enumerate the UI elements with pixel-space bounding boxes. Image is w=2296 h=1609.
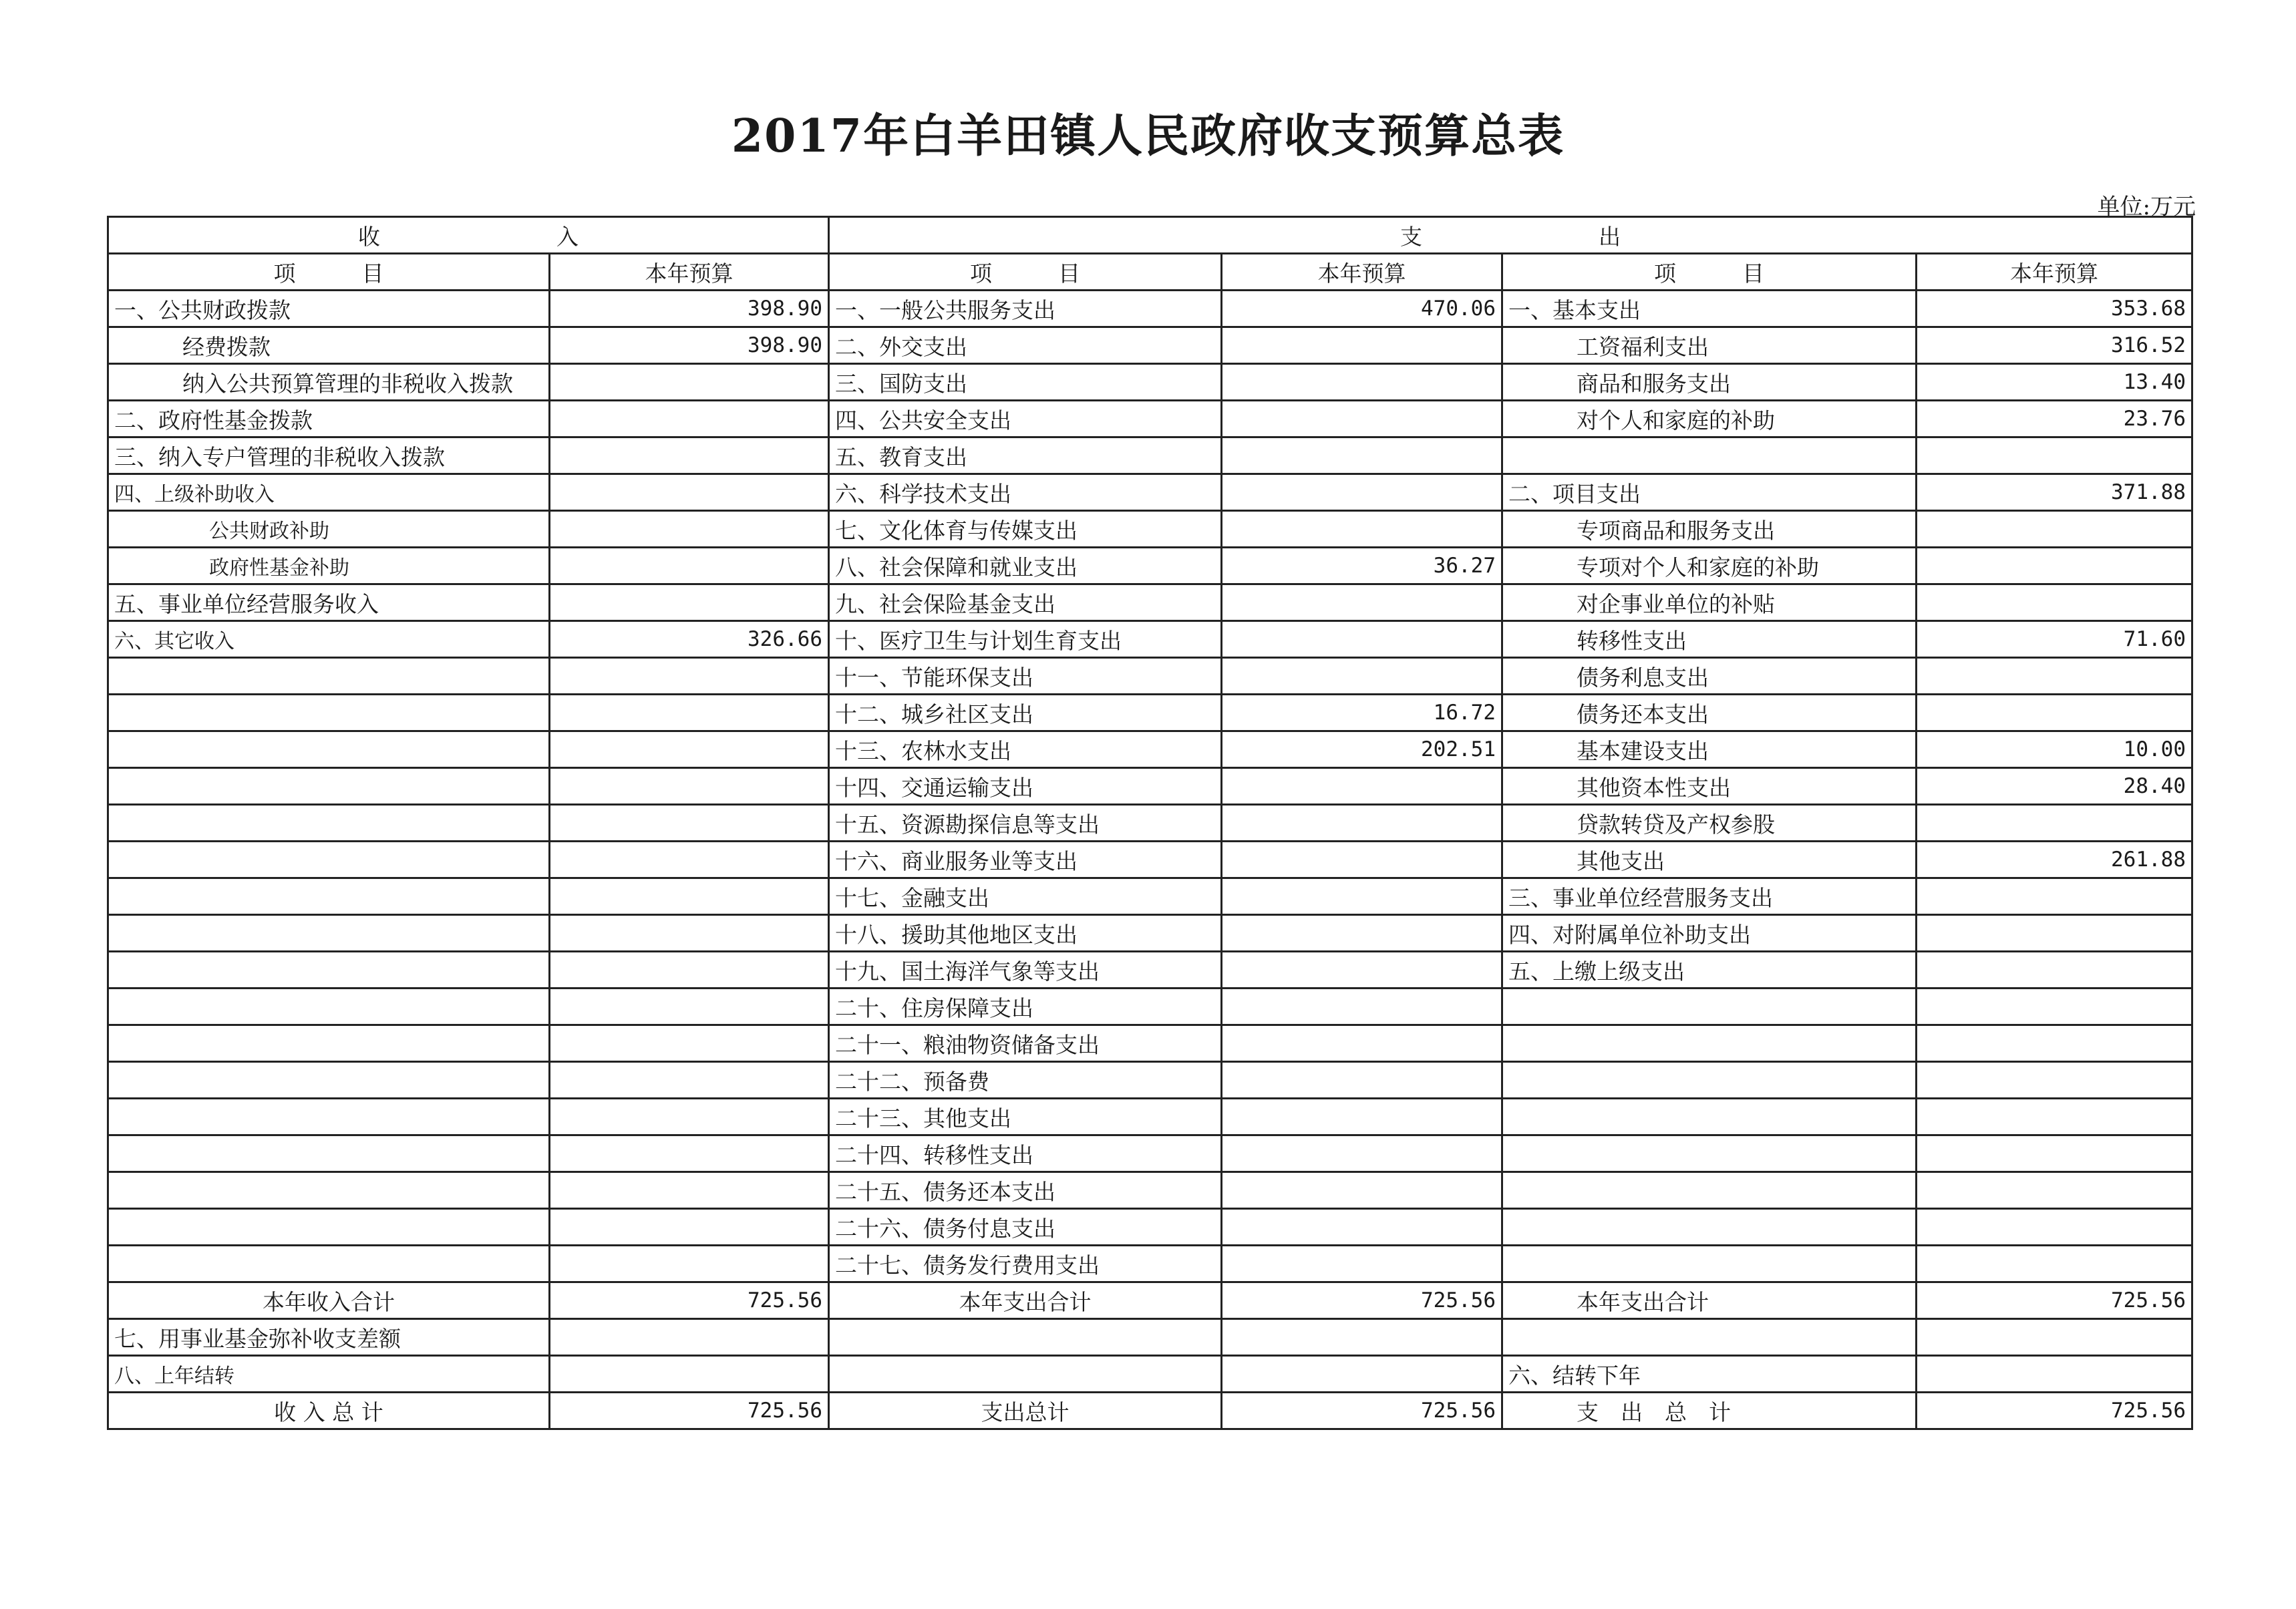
function-value-cell: [1222, 878, 1502, 915]
function-value-cell: [1222, 327, 1502, 364]
economic-value-cell: 71.60: [1917, 621, 2192, 658]
function-item-cell: [829, 1319, 1222, 1356]
function-value-cell: 16.72: [1222, 695, 1502, 731]
function-value-cell: 725.56: [1222, 1393, 1502, 1429]
table-row: [108, 989, 2192, 1025]
function-value-cell: [1222, 805, 1502, 842]
table-row: [108, 1282, 2192, 1319]
income-value-cell: [550, 842, 829, 878]
function-value-cell: [1222, 915, 1502, 952]
income-value-cell: [550, 695, 829, 731]
income-item-cell: [108, 989, 550, 1025]
function-item-cell: 十六、商业服务业等支出: [829, 842, 1222, 878]
function-value-cell: [1222, 1319, 1502, 1356]
table-row: [108, 327, 2192, 364]
economic-item-cell: [1502, 1209, 1917, 1246]
income-item-cell: [108, 731, 550, 768]
income-item-cell: 本年收入合计: [108, 1282, 550, 1319]
income-item-cell: 经费拨款: [108, 327, 550, 364]
economic-item-cell: [1502, 1135, 1917, 1172]
income-item-cell: [108, 1209, 550, 1246]
function-item-cell: 十八、援助其他地区支出: [829, 915, 1222, 952]
function-value-cell: [1222, 768, 1502, 805]
function-item-cell: 六、科学技术支出: [829, 474, 1222, 511]
income-value-cell: 326.66: [550, 621, 829, 658]
function-item-header: 项 目: [829, 254, 1222, 291]
function-value-cell: 470.06: [1222, 291, 1502, 327]
economic-item-cell: [1502, 1319, 1917, 1356]
economic-item-cell: 对企事业单位的补贴: [1502, 584, 1917, 621]
function-item-cell: 十二、城乡社区支出: [829, 695, 1222, 731]
economic-item-cell: [1502, 1099, 1917, 1135]
table-row: [108, 291, 2192, 327]
income-value-cell: [550, 952, 829, 989]
income-value-cell: [550, 511, 829, 548]
income-item-cell: [108, 695, 550, 731]
function-item-cell: 二十二、预备费: [829, 1062, 1222, 1099]
economic-item-cell: 其他资本性支出: [1502, 768, 1917, 805]
income-value-cell: [550, 989, 829, 1025]
function-value-cell: [1222, 1099, 1502, 1135]
table-row: [108, 731, 2192, 768]
economic-value-cell: [1917, 1172, 2192, 1209]
economic-value-cell: [1917, 915, 2192, 952]
income-item-cell: 公共财政补助: [108, 511, 550, 548]
table-row: [108, 1099, 2192, 1135]
function-item-cell: 九、社会保险基金支出: [829, 584, 1222, 621]
income-value-cell: 725.56: [550, 1282, 829, 1319]
economic-value-cell: [1917, 437, 2192, 474]
economic-item-cell: 二、项目支出: [1502, 474, 1917, 511]
income-value-cell: [550, 878, 829, 915]
income-item-cell: [108, 1135, 550, 1172]
table-row: [108, 1062, 2192, 1099]
economic-value-cell: 725.56: [1917, 1282, 2192, 1319]
table-row: [108, 1209, 2192, 1246]
table-row: [108, 474, 2192, 511]
table-row: [108, 1135, 2192, 1172]
income-value-cell: [550, 401, 829, 437]
function-value-cell: [1222, 1246, 1502, 1282]
income-item-cell: 收 入 总 计: [108, 1393, 550, 1429]
economic-value-cell: 23.76: [1917, 401, 2192, 437]
economic-item-cell: 四、对附属单位补助支出: [1502, 915, 1917, 952]
economic-item-cell: 专项商品和服务支出: [1502, 511, 1917, 548]
page-title: 2017年白羊田镇人民政府收支预算总表: [731, 110, 1565, 163]
economic-item-cell: 三、事业单位经营服务支出: [1502, 878, 1917, 915]
economic-value-cell: [1917, 805, 2192, 842]
income-value-cell: [550, 584, 829, 621]
economic-item-cell: 支 出 总 计: [1502, 1393, 1917, 1429]
function-item-cell: 二十五、债务还本支出: [829, 1172, 1222, 1209]
economic-item-cell: [1502, 989, 1917, 1025]
table-row: [108, 1025, 2192, 1062]
income-item-cell: [108, 805, 550, 842]
function-item-cell: 二、外交支出: [829, 327, 1222, 364]
function-item-cell: 十七、金融支出: [829, 878, 1222, 915]
economic-item-cell: 转移性支出: [1502, 621, 1917, 658]
table-row: [108, 548, 2192, 584]
economic-budget-header: 本年预算: [1917, 254, 2192, 291]
income-item-cell: [108, 1099, 550, 1135]
economic-value-cell: 725.56: [1917, 1393, 2192, 1429]
function-value-cell: [1222, 621, 1502, 658]
economic-value-cell: [1917, 695, 2192, 731]
income-item-cell: [108, 768, 550, 805]
function-value-cell: [1222, 1356, 1502, 1393]
economic-item-cell: 五、上缴上级支出: [1502, 952, 1917, 989]
economic-value-cell: [1917, 1246, 2192, 1282]
function-value-cell: [1222, 511, 1502, 548]
income-header: 收 入: [108, 217, 829, 254]
table-row: [108, 878, 2192, 915]
income-value-cell: [550, 1099, 829, 1135]
economic-item-header: 项 目: [1502, 254, 1917, 291]
table-row: [108, 364, 2192, 401]
function-item-cell: 本年支出合计: [829, 1282, 1222, 1319]
budget-table: [107, 216, 2193, 1430]
function-item-cell: 十一、节能环保支出: [829, 658, 1222, 695]
economic-value-cell: 371.88: [1917, 474, 2192, 511]
income-item-cell: 四、上级补助收入: [108, 474, 550, 511]
economic-item-cell: [1502, 1246, 1917, 1282]
function-value-cell: [1222, 1062, 1502, 1099]
economic-value-cell: 10.00: [1917, 731, 2192, 768]
economic-value-cell: [1917, 1356, 2192, 1393]
function-value-cell: [1222, 437, 1502, 474]
function-item-cell: 三、国防支出: [829, 364, 1222, 401]
income-value-cell: [550, 548, 829, 584]
function-item-cell: [829, 1356, 1222, 1393]
income-item-cell: 八、上年结转: [108, 1356, 550, 1393]
income-value-cell: [550, 915, 829, 952]
function-item-cell: 五、教育支出: [829, 437, 1222, 474]
economic-value-cell: 316.52: [1917, 327, 2192, 364]
function-item-cell: 二十、住房保障支出: [829, 989, 1222, 1025]
function-value-cell: [1222, 952, 1502, 989]
function-value-cell: [1222, 584, 1502, 621]
income-value-cell: [550, 364, 829, 401]
function-item-cell: 支出总计: [829, 1393, 1222, 1429]
economic-value-cell: [1917, 1135, 2192, 1172]
function-item-cell: 二十一、粮油物资储备支出: [829, 1025, 1222, 1062]
income-item-cell: 二、政府性基金拨款: [108, 401, 550, 437]
function-item-cell: 二十七、债务发行费用支出: [829, 1246, 1222, 1282]
income-value-cell: [550, 658, 829, 695]
economic-item-cell: 基本建设支出: [1502, 731, 1917, 768]
economic-value-cell: [1917, 584, 2192, 621]
function-item-cell: 二十三、其他支出: [829, 1099, 1222, 1135]
function-value-cell: [1222, 1135, 1502, 1172]
income-item-cell: [108, 1025, 550, 1062]
economic-item-cell: 商品和服务支出: [1502, 364, 1917, 401]
economic-value-cell: [1917, 952, 2192, 989]
economic-value-cell: [1917, 989, 2192, 1025]
income-value-cell: [550, 805, 829, 842]
income-budget-header: 本年预算: [550, 254, 829, 291]
function-item-cell: 四、公共安全支出: [829, 401, 1222, 437]
economic-value-cell: [1917, 1025, 2192, 1062]
income-value-cell: [550, 1356, 829, 1393]
economic-value-cell: 13.40: [1917, 364, 2192, 401]
economic-value-cell: [1917, 1209, 2192, 1246]
economic-value-cell: [1917, 878, 2192, 915]
table-row: [108, 1246, 2192, 1282]
economic-value-cell: [1917, 658, 2192, 695]
economic-item-cell: 一、基本支出: [1502, 291, 1917, 327]
income-item-cell: [108, 1172, 550, 1209]
function-item-cell: 二十六、债务付息支出: [829, 1209, 1222, 1246]
economic-item-cell: 贷款转贷及产权参股: [1502, 805, 1917, 842]
function-value-cell: 725.56: [1222, 1282, 1502, 1319]
income-item-header: 项 目: [108, 254, 550, 291]
function-item-cell: 十四、交通运输支出: [829, 768, 1222, 805]
economic-item-cell: 本年支出合计: [1502, 1282, 1917, 1319]
income-item-cell: 政府性基金补助: [108, 548, 550, 584]
income-item-cell: [108, 1246, 550, 1282]
income-item-cell: 纳入公共预算管理的非税收入拨款: [108, 364, 550, 401]
income-value-cell: [550, 731, 829, 768]
function-item-cell: 二十四、转移性支出: [829, 1135, 1222, 1172]
economic-item-cell: 债务利息支出: [1502, 658, 1917, 695]
income-value-cell: [550, 1025, 829, 1062]
economic-item-cell: [1502, 437, 1917, 474]
table-row: [108, 1172, 2192, 1209]
column-header-row: [108, 254, 2192, 291]
table-row: [108, 768, 2192, 805]
function-value-cell: 36.27: [1222, 548, 1502, 584]
income-item-cell: [108, 915, 550, 952]
table-row: [108, 695, 2192, 731]
income-value-cell: [550, 1172, 829, 1209]
economic-value-cell: 28.40: [1917, 768, 2192, 805]
function-item-cell: 十九、国土海洋气象等支出: [829, 952, 1222, 989]
table-row: [108, 1319, 2192, 1356]
economic-item-cell: 债务还本支出: [1502, 695, 1917, 731]
function-item-cell: 八、社会保障和就业支出: [829, 548, 1222, 584]
economic-value-cell: [1917, 511, 2192, 548]
economic-item-cell: 对个人和家庭的补助: [1502, 401, 1917, 437]
economic-item-cell: [1502, 1172, 1917, 1209]
table-row: [108, 401, 2192, 437]
function-item-cell: 十三、农林水支出: [829, 731, 1222, 768]
table-row: [108, 584, 2192, 621]
income-item-cell: 六、其它收入: [108, 621, 550, 658]
income-value-cell: [550, 1135, 829, 1172]
function-value-cell: [1222, 474, 1502, 511]
income-item-cell: [108, 878, 550, 915]
table-row: [108, 1393, 2192, 1429]
table-row: [108, 511, 2192, 548]
income-item-cell: 五、事业单位经营服务收入: [108, 584, 550, 621]
function-item-cell: 一、一般公共服务支出: [829, 291, 1222, 327]
income-item-cell: 七、用事业基金弥补收支差额: [108, 1319, 550, 1356]
function-value-cell: [1222, 1209, 1502, 1246]
income-value-cell: [550, 768, 829, 805]
economic-item-cell: 其他支出: [1502, 842, 1917, 878]
table-row: [108, 915, 2192, 952]
function-item-cell: 十五、资源勘探信息等支出: [829, 805, 1222, 842]
economic-item-cell: 六、结转下年: [1502, 1356, 1917, 1393]
economic-value-cell: [1917, 548, 2192, 584]
income-item-cell: [108, 842, 550, 878]
function-value-cell: [1222, 842, 1502, 878]
income-value-cell: 398.90: [550, 327, 829, 364]
economic-item-cell: 专项对个人和家庭的补助: [1502, 548, 1917, 584]
section-header-row: [108, 217, 2192, 254]
economic-value-cell: [1917, 1319, 2192, 1356]
table-row: [108, 658, 2192, 695]
income-value-cell: [550, 1246, 829, 1282]
income-value-cell: [550, 1062, 829, 1099]
function-value-cell: [1222, 401, 1502, 437]
table-row: [108, 952, 2192, 989]
income-value-cell: [550, 1209, 829, 1246]
unit-label: 单位:万元: [2097, 194, 2196, 220]
income-value-cell: 725.56: [550, 1393, 829, 1429]
function-value-cell: 202.51: [1222, 731, 1502, 768]
function-budget-header: 本年预算: [1222, 254, 1502, 291]
table-row: [108, 1356, 2192, 1393]
function-value-cell: [1222, 1172, 1502, 1209]
economic-value-cell: 261.88: [1917, 842, 2192, 878]
function-item-cell: 十、医疗卫生与计划生育支出: [829, 621, 1222, 658]
income-item-cell: 三、纳入专户管理的非税收入拨款: [108, 437, 550, 474]
income-value-cell: [550, 474, 829, 511]
economic-item-cell: 工资福利支出: [1502, 327, 1917, 364]
function-value-cell: [1222, 658, 1502, 695]
income-value-cell: [550, 437, 829, 474]
income-value-cell: [550, 1319, 829, 1356]
function-value-cell: [1222, 989, 1502, 1025]
income-item-cell: [108, 952, 550, 989]
income-item-cell: [108, 1062, 550, 1099]
economic-item-cell: [1502, 1025, 1917, 1062]
income-item-cell: [108, 658, 550, 695]
function-value-cell: [1222, 1025, 1502, 1062]
table-row: [108, 437, 2192, 474]
economic-value-cell: [1917, 1099, 2192, 1135]
expenditure-header: 支 出: [829, 217, 2192, 254]
function-item-cell: 七、文化体育与传媒支出: [829, 511, 1222, 548]
table-row: [108, 621, 2192, 658]
table-row: [108, 805, 2192, 842]
economic-item-cell: [1502, 1062, 1917, 1099]
income-item-cell: 一、公共财政拨款: [108, 291, 550, 327]
income-value-cell: 398.90: [550, 291, 829, 327]
economic-value-cell: 353.68: [1917, 291, 2192, 327]
table-row: [108, 842, 2192, 878]
function-value-cell: [1222, 364, 1502, 401]
economic-value-cell: [1917, 1062, 2192, 1099]
